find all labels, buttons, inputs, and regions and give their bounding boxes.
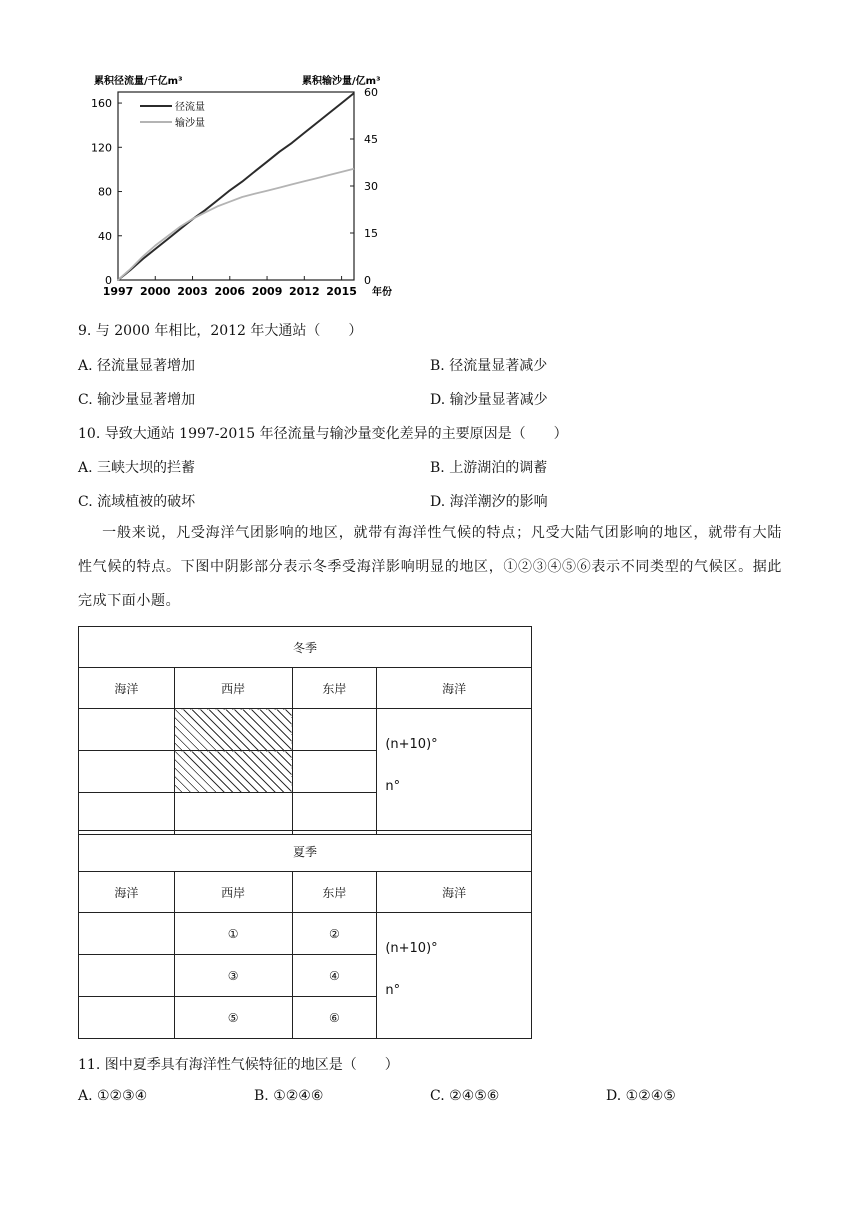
- y-right-tick-label: 30: [364, 180, 378, 193]
- summer-lat-top: (n+10)°: [385, 941, 438, 956]
- y-right-tick-label: 60: [364, 86, 378, 99]
- legend-label-sediment: 输沙量: [175, 118, 205, 129]
- summer-cell: [79, 913, 175, 955]
- q9-stem: 9. 与 2000 年相比，2012 年大通站（ ）: [78, 323, 363, 339]
- y-left-tick-label: 40: [98, 229, 112, 243]
- winter-cell: [292, 751, 377, 793]
- summer-lat-bottom: n°: [385, 983, 401, 998]
- winter-col-ocean-left: 海洋: [79, 668, 175, 709]
- x-axis-unit: 年份: [372, 287, 392, 298]
- y-left-tick-label: 80: [98, 185, 112, 199]
- winter-cell: [79, 751, 175, 793]
- legend: [140, 100, 205, 129]
- q11-option-b[interactable]: B. ①②④⑥: [254, 1088, 324, 1104]
- summer-region-3: ③: [174, 955, 292, 997]
- q10-option-d[interactable]: D. 海洋潮汐的影响: [430, 494, 548, 510]
- y-left-tick-label: 160: [91, 97, 112, 111]
- q9-option-c[interactable]: C. 输沙量显著增加: [78, 392, 196, 408]
- summer-region-2: ②: [292, 913, 377, 955]
- winter-col-west-coast: 西岸: [174, 668, 292, 709]
- x-tick-label: 2006: [214, 285, 246, 298]
- winter-table: [78, 626, 532, 835]
- y-right-tick-label: 15: [364, 227, 378, 240]
- y-left-axis-label: 累积径流量/千亿m³: [94, 76, 183, 87]
- summer-col-west-coast: 西岸: [174, 872, 292, 913]
- summer-region-6: ⑥: [292, 997, 377, 1039]
- winter-latitude-cell: [377, 709, 532, 835]
- summer-col-ocean-left: 海洋: [79, 872, 175, 913]
- winter-cell: [292, 793, 377, 835]
- winter-cell: [174, 793, 292, 835]
- summer-cell: [79, 997, 175, 1039]
- summer-title: 夏季: [79, 831, 532, 872]
- winter-cell: [79, 793, 175, 835]
- winter-lat-bottom: n°: [385, 779, 401, 794]
- y-right-tick-label: 45: [364, 133, 378, 146]
- q11-stem: 11. 图中夏季具有海洋性气候特征的地区是（ ）: [78, 1057, 399, 1073]
- q10-stem: 10. 导致大通站 1997-2015 年径流量与输沙量变化差异的主要原因是（ ）: [78, 426, 568, 442]
- winter-cell: [79, 709, 175, 751]
- x-tick-label: 2015: [326, 285, 357, 298]
- y-right-axis-label: 累积输沙量/亿m³: [302, 76, 381, 87]
- q9-option-a[interactable]: A. 径流量显著增加: [78, 358, 196, 374]
- runoff-sediment-chart: [78, 68, 398, 304]
- summer-col-east-coast: 东岸: [292, 872, 377, 913]
- q10-option-c[interactable]: C. 流域植被的破坏: [78, 494, 196, 510]
- intro-text: 一般来说，凡受海洋气团影响的地区，就带有海洋性气候的特点；凡受大陆气团影响的地区，就带有大陆性气候的特点。下图中阴影部分表示冬季受海洋影响明显的地区，①②③④⑤⑥表示不同类型的气候区。据此完成下面小题。: [78, 525, 782, 609]
- q10-option-b[interactable]: B. 上游湖泊的调蓄: [430, 460, 548, 476]
- winter-hatched-cell: [174, 751, 292, 793]
- winter-title: 冬季: [79, 627, 532, 668]
- x-tick-label: 2003: [177, 285, 208, 298]
- q11-option-d[interactable]: D. ①②④⑤: [606, 1088, 676, 1104]
- x-tick-label: 2000: [139, 285, 171, 298]
- legend-label-runoff: 径流量: [175, 102, 205, 113]
- summer-region-1: ①: [174, 913, 292, 955]
- winter-cell: [292, 709, 377, 751]
- q9-option-d[interactable]: D. 输沙量显著减少: [430, 392, 548, 408]
- y-left-tick-label: 120: [91, 141, 112, 155]
- q11-option-a[interactable]: A. ①②③④: [78, 1088, 148, 1104]
- summer-latitude-cell: [377, 913, 532, 1039]
- summer-table: [78, 830, 532, 1039]
- q10-option-a[interactable]: A. 三峡大坝的拦蓄: [78, 460, 196, 476]
- x-tick-label: 1997: [102, 285, 134, 298]
- summer-region-5: ⑤: [174, 997, 292, 1039]
- winter-lat-top: (n+10)°: [385, 737, 438, 752]
- winter-hatched-cell: [174, 709, 292, 751]
- summer-cell: [79, 955, 175, 997]
- y-left-tick-label: 0: [105, 274, 112, 287]
- y-right-tick-label: 0: [364, 274, 371, 287]
- q11-option-c[interactable]: C. ②④⑤⑥: [430, 1088, 500, 1104]
- x-tick-label: 2012: [289, 285, 320, 298]
- intro-paragraph: [78, 516, 782, 618]
- x-tick-label: 2009: [251, 285, 283, 298]
- summer-region-4: ④: [292, 955, 377, 997]
- summer-col-ocean-right: 海洋: [377, 872, 532, 913]
- q9-option-b[interactable]: B. 径流量显著减少: [430, 358, 548, 374]
- winter-col-east-coast: 东岸: [292, 668, 377, 709]
- winter-col-ocean-right: 海洋: [377, 668, 532, 709]
